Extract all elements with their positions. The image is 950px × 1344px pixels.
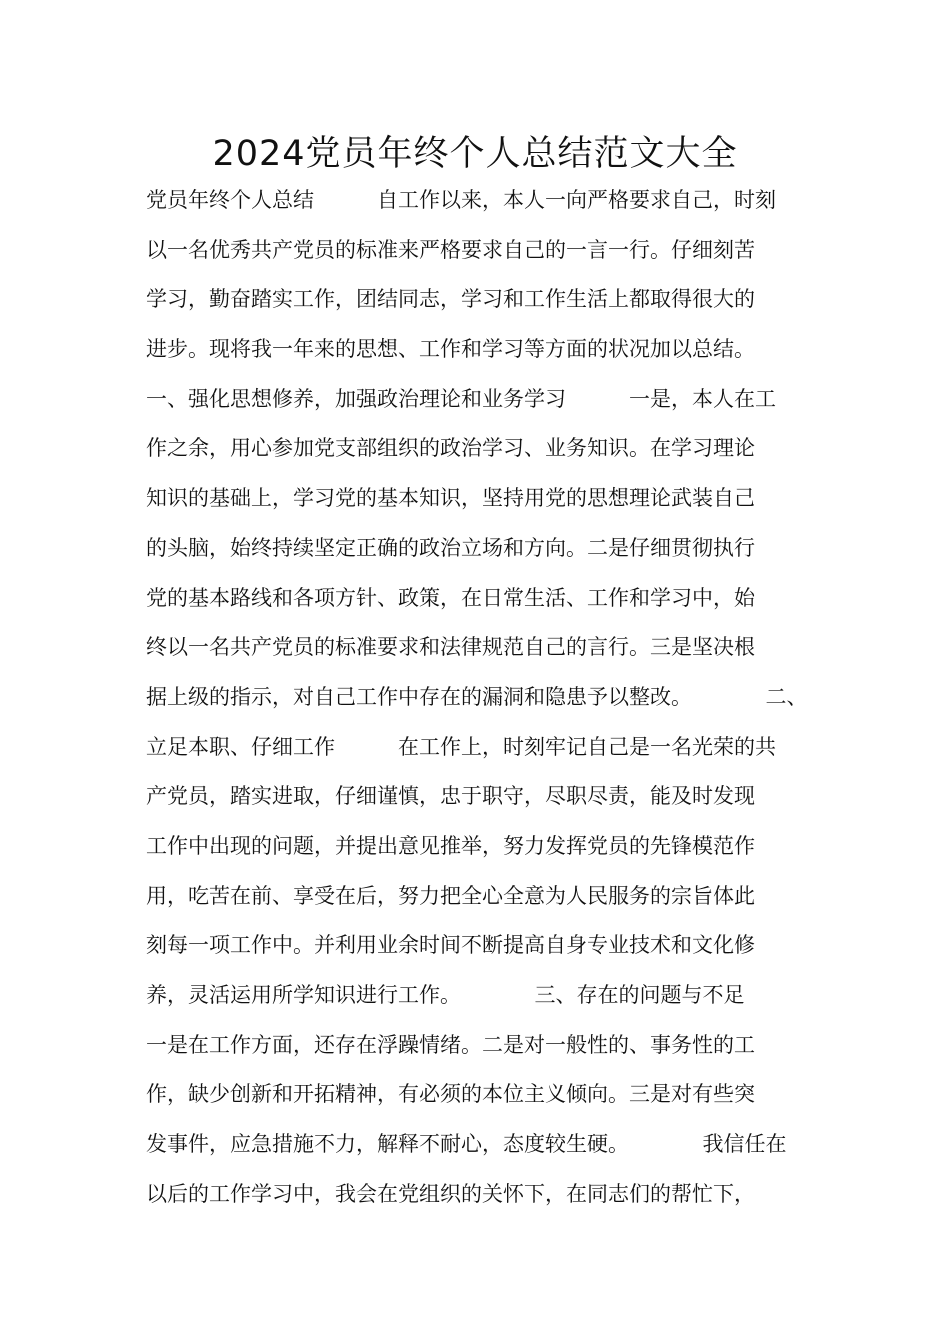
body-line: 用，吃苦在前、享受在后，努力把全心全意为人民服务的宗旨体此 xyxy=(146,883,755,908)
body-line: 以后的工作学习中，我会在党组织的关怀下，在同志们的帮忙下， xyxy=(146,1181,755,1206)
body-line: 产党员，踏实进取，仔细谨慎，忠于职守，尽职尽责，能及时发现 xyxy=(146,784,755,809)
body-line: 的头脑，始终持续坚定正确的政治立场和方向。二是仔细贯彻执行 xyxy=(146,535,755,560)
body-line: 知识的基础上，学习党的基本知识，坚持用党的思想理论武装自己 xyxy=(146,486,755,511)
body-line: 终以一名共产党员的标准要求和法律规范自己的言行。三是坚决根 xyxy=(146,635,755,660)
body-line: 一、强化思想修养，加强政治理论和业务学习 一是，本人在工 xyxy=(146,386,776,411)
body-line: 养，灵活运用所学知识进行工作。 三、存在的问题与不足 xyxy=(146,983,745,1007)
body-line: 以一名优秀共产党员的标准来严格要求自己的一言一行。仔细刻苦 xyxy=(146,237,755,262)
body-line: 党的基本路线和各项方针、政策，在日常生活、工作和学习中，始 xyxy=(146,585,755,610)
body-line: 刻每一项工作中。并利用业余时间不断提高自身专业技术和文化修 xyxy=(146,933,755,958)
body-line: 一是在工作方面，还存在浮躁情绪。二是对一般性的、事务性的工 xyxy=(146,1032,755,1057)
body-line: 发事件，应急措施不力，解释不耐心，态度较生硬。 我信任在 xyxy=(146,1132,787,1157)
body-line: 作，缺少创新和开拓精神，有必须的本位主义倾向。三是对有些突 xyxy=(146,1082,755,1107)
document-body xyxy=(146,176,836,1219)
body-line: 党员年终个人总结 自工作以来，本人一向严格要求自己，时刻 xyxy=(146,188,776,212)
body-line: 作之余，用心参加党支部组织的政治学习、业务知识。在学习理论 xyxy=(146,436,755,461)
body-line: 工作中出现的问题，并提出意见推举，努力发挥党员的先锋模范作 xyxy=(146,833,755,858)
document-title: 2024党员年终个人总结范文大全 xyxy=(212,134,738,174)
body-line: 学习，勤奋踏实工作，团结同志，学习和工作生活上都取得很大的 xyxy=(146,287,755,312)
body-line: 进步。现将我一年来的思想、工作和学习等方面的状况加以总结。 xyxy=(146,337,755,362)
body-line: 据上级的指示，对自己工作中存在的漏洞和隐患予以整改。 二、 xyxy=(146,684,808,709)
body-line: 立足本职、仔细工作 在工作上，时刻牢记自己是一名光荣的共 xyxy=(146,734,776,759)
